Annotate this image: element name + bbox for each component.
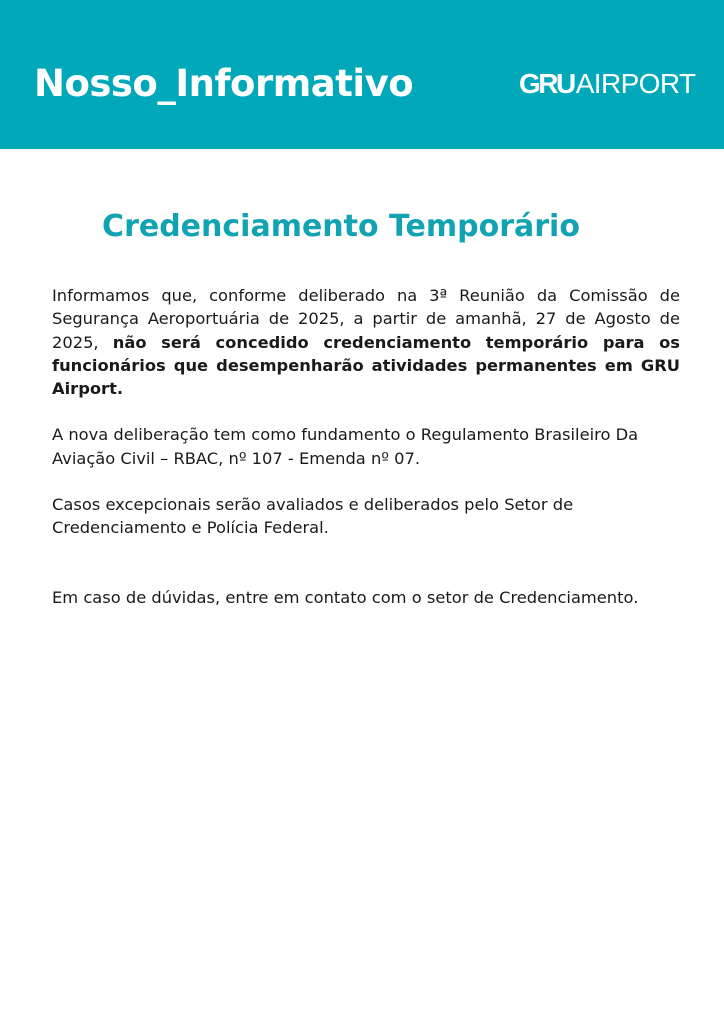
gru-airport-logo [519,66,695,102]
logo-text-airport: AIRPORT [575,68,696,99]
paragraph-contact: Em caso de dúvidas, entre em contato com o setor de Credenciamento. [52,587,639,607]
announcement-text: Informamos que, conforme deliberado na 3ª Reunião da Comissão de Segurança Aeroportuária de 2025, a partir de amanhã, 27 de Agosto de 2025, [52,286,680,352]
announcement-emphasis: não será concedido credenciamento temporário para os funcionários que desempenharão atividades permanentes em GRU Airport. [52,332,680,399]
document-body [52,284,680,609]
logo-text-gru: GRU [519,68,574,99]
newsletter-title: Nosso_Informativo [34,62,414,105]
paragraph-exceptions [52,493,680,540]
legal-basis-line-1: A nova deliberação tem como fundamento o Regulamento Brasileiro Da [52,425,639,445]
legal-basis-line-2: Aviação Civil – RBAC, nº 107 - Emenda nº 07. [52,448,420,468]
paragraph-legal-basis [52,423,680,470]
page-title: Credenciamento Temporário [102,209,580,244]
header-banner [0,0,724,149]
exceptions-line-1: Casos excepcionais serão avaliados e deliberados pelo Setor de [52,495,574,515]
exceptions-line-2: Credenciamento e Polícia Federal. [52,518,329,538]
paragraph-announcement [52,284,680,400]
